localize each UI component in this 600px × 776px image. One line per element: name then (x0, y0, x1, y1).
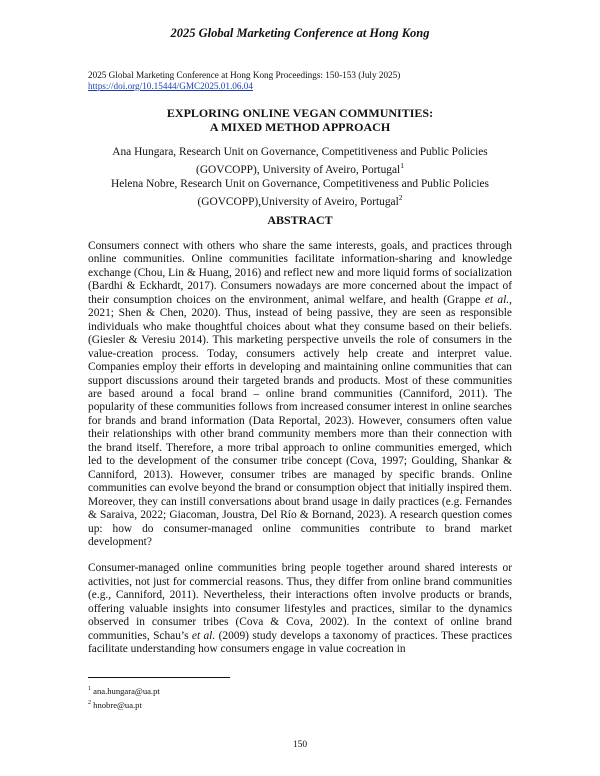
author-1-affiliation: (GOVCOPP), University of Aveiro, Portugal (196, 164, 401, 177)
running-head: 2025 Global Marketing Conference at Hong Kong (170, 26, 430, 40)
footnote-mark-1: 1 (400, 161, 404, 171)
author-2-line-1: Helena Nobre, Research Unit on Governance, Competitiveness and Public Policies (110, 177, 489, 190)
paragraph-1-text-a: Consumers connect with others who share the same interests, goals, and practices through online communities. Online communities facilitate information-sharing and knowledge exchange (Chou, Lin & Huang, 2016) and reflect new and more liquid forms of socialization (Bardhi & Eckhardt, 2017). Consumers nowadays are more concerned about the impact of their consumption choices on the environment, animal welfare, and health (Grappe (88, 240, 512, 306)
author-list (0, 146, 600, 209)
paragraph-1-et-al: et al. (484, 293, 510, 306)
author-1-line-1: Ana Hungara, Research Unit on Governance, Competitiveness and Public Policies (112, 146, 488, 158)
author-2-line-2 (0, 191, 600, 209)
abstract-paragraph-2 (88, 562, 512, 656)
paragraph-2-text-a: Consumer-managed online communities bring people together around shared interests or activities, not just for commercial reasons. Thus, they differ from online brand communities (e.g., Canniford, 2011). Nevertheless, their interactions often involve products or brands, offering valuable insights into consumer lifestyles and practices, similar to the dynamics observed in consumer tribes (Cova & Cova, 2002). In the context of online brand communities, Schau’s (88, 562, 512, 642)
footnote-2-text: hnobre@ua.pt (91, 699, 142, 710)
footnote-2-mark: 2 (88, 699, 91, 706)
abstract-heading: ABSTRACT (267, 213, 333, 227)
abstract-body (88, 240, 512, 670)
footnote-1 (88, 683, 160, 697)
doi-link[interactable]: https://doi.org/10.15444/GMC2025.01.06.04 (88, 81, 253, 91)
footnotes (88, 683, 160, 711)
proceedings-info (88, 70, 400, 92)
author-2-affiliation: (GOVCOPP),University of Aveiro, Portugal (197, 195, 399, 208)
proceedings-citation: 2025 Global Marketing Conference at Hong Kong Proceedings: 150-153 (July 2025) (88, 70, 401, 80)
paper-title-line-1: EXPLORING ONLINE VEGAN COMMUNITIES: (166, 106, 434, 120)
paragraph-1-text-b: , 2021; Shen & Chen, 2020). Thus, instead of being passive, they are seen as responsible individuals who make thoughtful choices about what they consume based on their beliefs. (Giesler & Veresiu 2014). This marketing perspective unveils the role of consumers in the value-creation process. Today, consumers actively help create and interpret value. Companies employ their efforts in developing and maintaining online communities that can support discussions around their targeted brands and products. Most of these communities are based around a focal brand – online brand communities (Canniford, 2011). The popularity of these communities follows from increased consumer interest in online searches for brands and brand information (Data Reportal, 2023). However, consumers often value their relationships with other brand community members more than their connection with the brand itself. Therefore, a more tribal approach to online communities emerged, which led to the development of the consumer tribe concept (Cova, 1997; Goulding, Shankar & Canniford, 2013). However, consumer tribes are managed by specific brands. Online communities can evolve beyond the brand or consumption object that initially inspired them. Moreover, they can instill conversations about brand usage in daily practices (e.g. Fernandes & Saraiva, 2022; Giacoman, Joustra, Del Río & Bornand, 2023). A research question comes up: how do consumer-managed online communities contribute to brand market development? (88, 293, 512, 548)
abstract-paragraph-1 (88, 240, 512, 549)
footnote-divider (88, 677, 230, 678)
author-1-line-2 (0, 159, 600, 177)
paragraph-2-text-b: (2009) study develops a taxonomy of practices. These practices facilitate understanding how consumers engage in value cocreation in (88, 629, 513, 656)
footnote-1-text: ana.hungara@ua.pt (91, 685, 160, 696)
paper-title (0, 106, 600, 134)
paper-title-line-2: A MIXED METHOD APPROACH (209, 120, 391, 134)
page-number: 150 (292, 740, 308, 750)
footnote-1-mark: 1 (88, 686, 91, 692)
paragraph-2-et-al: et al. (191, 629, 216, 642)
footnote-mark-2: 2 (398, 193, 403, 203)
footnote-2 (88, 697, 160, 711)
